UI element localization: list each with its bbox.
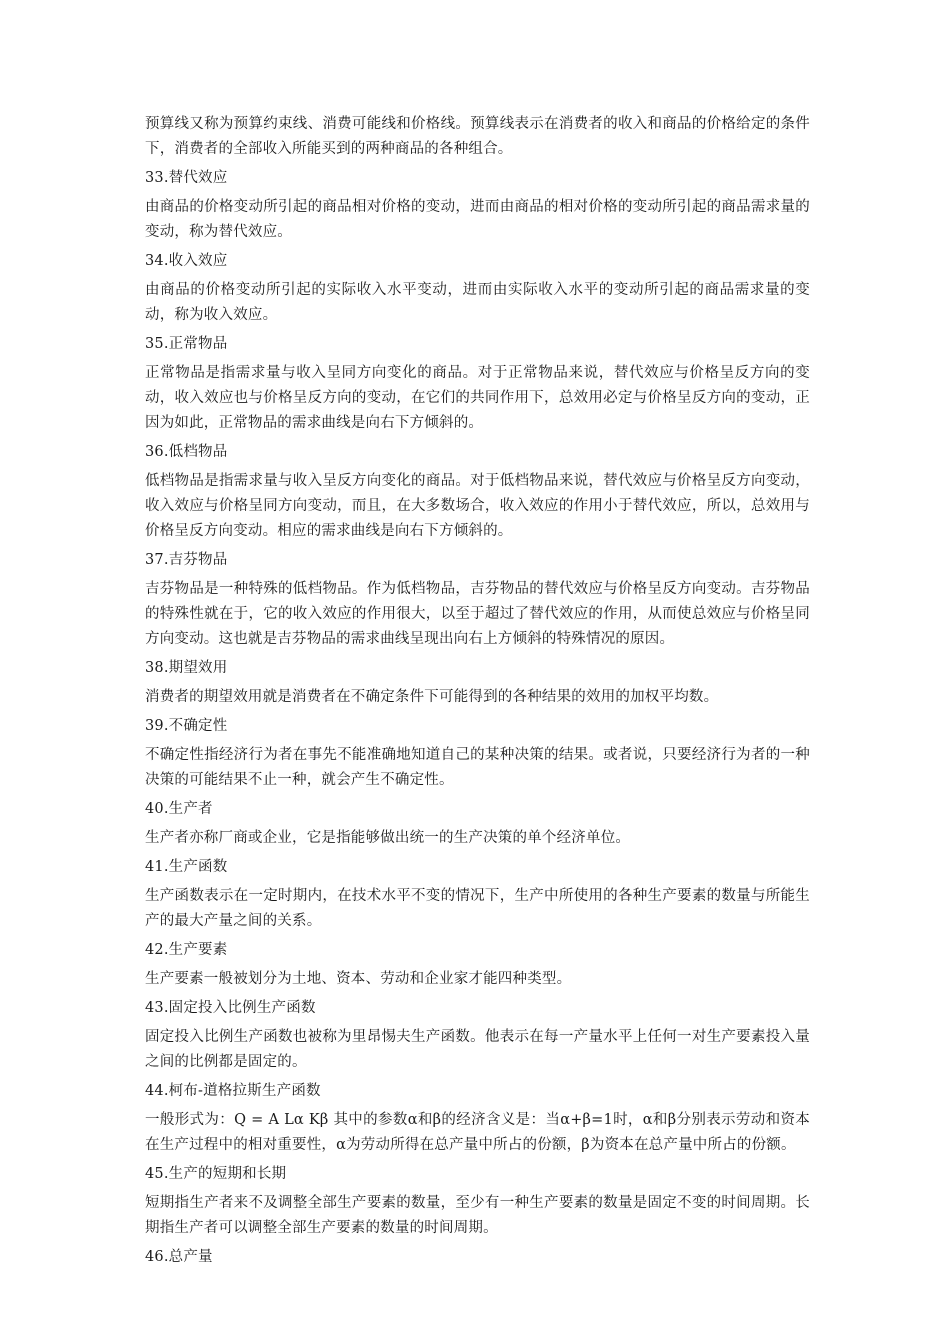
heading-total-product: 46.总产量 xyxy=(145,1249,213,1265)
document-content xyxy=(145,112,810,1274)
heading-uncertainty: 39.不确定性 xyxy=(145,718,228,734)
heading-inferior-goods: 36.低档物品 xyxy=(145,444,228,460)
heading-factors-of-production: 42.生产要素 xyxy=(145,942,228,958)
heading-cobb-douglas: 44.柯布-道格拉斯生产函数 xyxy=(145,1083,321,1099)
paragraph-factors-of-production: 生产要素一般被划分为土地、资本、劳动和企业家才能四种类型。 xyxy=(145,971,572,987)
paragraph-substitution-effect: 由商品的价格变动所引起的商品相对价格的变动，进而由商品的相对价格的变动所引起的商品需求量的变动，称为替代效应。 xyxy=(145,199,810,240)
paragraph-expected-utility: 消费者的期望效用就是消费者在不确定条件下可能得到的各种结果的效用的加权平均数。 xyxy=(145,689,719,705)
heading-short-long-run: 45.生产的短期和长期 xyxy=(145,1166,287,1182)
paragraph-uncertainty: 不确定性指经济行为者在事先不能准确地知道自己的某种决策的结果。或者说，只要经济行为者的一种决策的可能结果不止一种，就会产生不确定性。 xyxy=(145,747,810,788)
heading-normal-goods: 35.正常物品 xyxy=(145,336,228,352)
paragraph-income-effect: 由商品的价格变动所引起的实际收入水平变动，进而由实际收入水平的变动所引起的商品需求量的变动，称为收入效应。 xyxy=(145,282,810,323)
paragraph-giffen-goods: 吉芬物品是一种特殊的低档物品。作为低档物品，吉芬物品的替代效应与价格呈反方向变动。吉芬物品的特殊性就在于，它的收入效应的作用很大，以至于超过了替代效应的作用，从而使总效应与价格呈同方向变动。这也就是吉芬物品的需求曲线呈现出向右上方倾斜的特殊情况的原因。 xyxy=(145,581,810,647)
heading-substitution-effect: 33.替代效应 xyxy=(145,170,228,186)
paragraph-leontief-function: 固定投入比例生产函数也被称为里昂惕夫生产函数。他表示在每一产量水平上任何一对生产要素投入量之间的比例都是固定的。 xyxy=(145,1029,810,1070)
heading-producer: 40.生产者 xyxy=(145,801,213,817)
paragraph-normal-goods: 正常物品是指需求量与收入呈同方向变化的商品。对于正常物品来说，替代效应与价格呈反方向的变动，收入效应也与价格呈反方向的变动，在它们的共同作用下，总效用必定与价格呈反方向的变动，正因为如此，正常物品的需求曲线是向右下方倾斜的。 xyxy=(145,365,810,431)
paragraph-budget-line: 预算线又称为预算约束线、消费可能线和价格线。预算线表示在消费者的收入和商品的价格给定的条件下，消费者的全部收入所能买到的两种商品的各种组合。 xyxy=(145,116,810,157)
paragraph-producer: 生产者亦称厂商或企业，它是指能够做出统一的生产决策的单个经济单位。 xyxy=(145,830,631,846)
paragraph-production-function: 生产函数表示在一定时期内，在技术水平不变的情况下，生产中所使用的各种生产要素的数量与所能生产的最大产量之间的关系。 xyxy=(145,888,810,929)
paragraph-cobb-douglas: 一般形式为：Q = A Lα Kβ 其中的参数α和β的经济含义是：当α+β=1时，α和β分别表示劳动和资本在生产过程中的相对重要性，α为劳动所得在总产量中所占的份额，β为资本在总产量中所占的份额。 xyxy=(145,1112,810,1153)
heading-leontief-function: 43.固定投入比例生产函数 xyxy=(145,1000,316,1016)
paragraph-inferior-goods: 低档物品是指需求量与收入呈反方向变化的商品。对于低档物品来说，替代效应与价格呈反方向变动，收入效应与价格呈同方向变动，而且，在大多数场合，收入效应的作用小于替代效应，所以，总效用与价格呈反方向变动。相应的需求曲线是向右下方倾斜的。 xyxy=(145,473,810,539)
heading-income-effect: 34.收入效应 xyxy=(145,253,228,269)
heading-expected-utility: 38.期望效用 xyxy=(145,660,228,676)
heading-production-function: 41.生产函数 xyxy=(145,859,228,875)
heading-giffen-goods: 37.吉芬物品 xyxy=(145,552,228,568)
paragraph-short-long-run: 短期指生产者来不及调整全部生产要素的数量，至少有一种生产要素的数量是固定不变的时间周期。长期指生产者可以调整全部生产要素的数量的时间周期。 xyxy=(145,1195,810,1236)
